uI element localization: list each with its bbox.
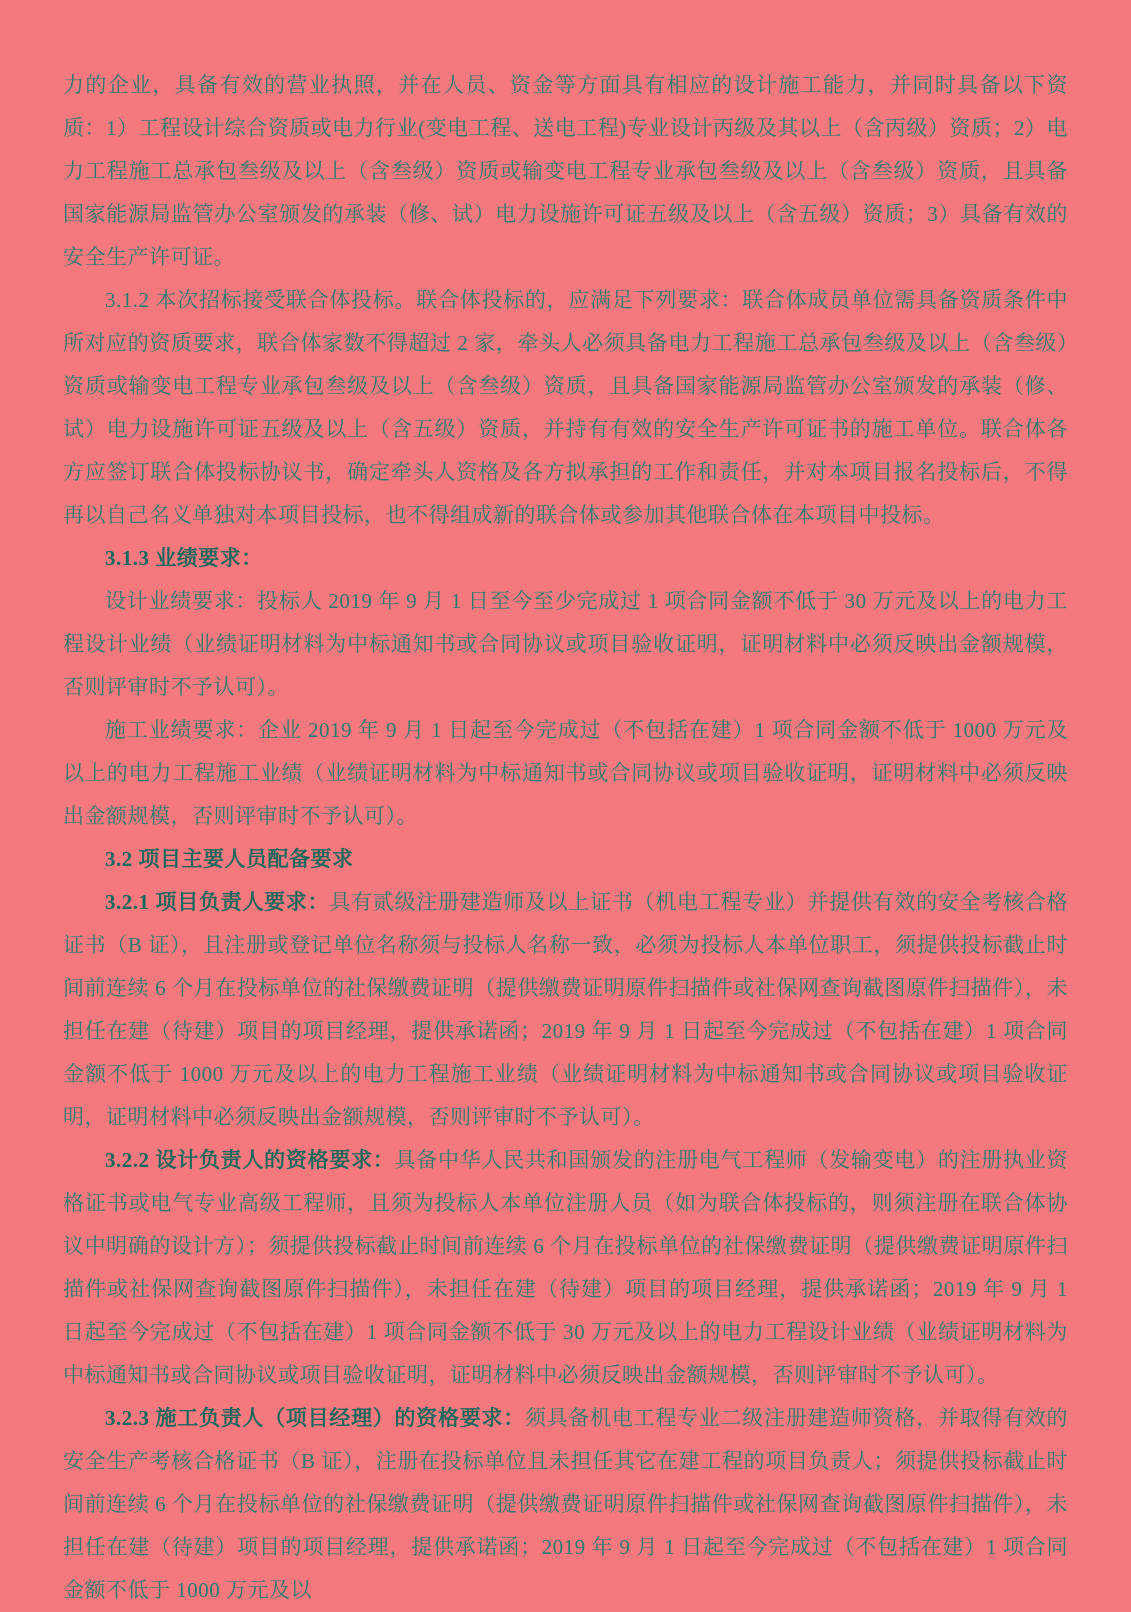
paragraph-text: 具有贰级注册建造师及以上证书（机电工程专业）并提供有效的安全考核合格证书（B 证），且注册或登记单位名称须与投标人名称一致，必须为投标人本单位职工，须提供投标截止时间前连续 6 个月在投标单位的社保缴费证明（提供缴费证明原件扫描件或社保网查询截图原件扫描件），未担任在建（待建）项目的项目经理，提供承诺函；2019 年 9 月 1 日起至今完成过（不包括在建）1 项合同金额不低于 1000 万元及以上的电力工程施工业绩（业绩证明材料为中标通知书或合同协议或项目验收证明，证明材料中必须反映出金额规模，否则评审时不予认可）。 xyxy=(63,890,1069,1129)
paragraph-section-3-2-1 xyxy=(63,881,1068,1139)
paragraph-section-3-2-3 xyxy=(63,1397,1068,1612)
paragraph-design-performance xyxy=(63,580,1068,709)
heading-text: 3.1.3 业绩要求： xyxy=(105,546,263,570)
paragraph-text: 设计业绩要求：投标人 2019 年 9 月 1 日至今至少完成过 1 项合同金额不低于 30 万元及以上的电力工程设计业绩（业绩证明材料为中标通知书或合同协议或项目验收证明，证明材料中必须反映出金额规模，否则评审时不予认可）。 xyxy=(63,589,1068,699)
paragraph-text: 力的企业，具备有效的营业执照，并在人员、资金等方面具有相应的设计施工能力，并同时具备以下资质：1）工程设计综合资质或电力行业(变电工程、送电工程)专业设计丙级及其以上（含丙级）资质；2）电力工程施工总承包叁级及以上（含叁级）资质或输变电工程专业承包叁级及以上（含叁级）资质，且具备国家能源局监管办公室颁发的承装（修、试）电力设施许可证五级及以上（含五级）资质；3）具备有效的安全生产许可证。 xyxy=(63,73,1068,269)
paragraph-section-3-1-2 xyxy=(63,279,1068,537)
paragraph-text: 施工业绩要求：企业 2019 年 9 月 1 日起至今完成过（不包括在建）1 项合同金额不低于 1000 万元及以上的电力工程施工业绩（业绩证明材料为中标通知书或合同协议或项目验收证明，证明材料中必须反映出金额规模，否则评审时不予认可）。 xyxy=(63,718,1068,828)
paragraph-text: 3.1.2 本次招标接受联合体投标。联合体投标的，应满足下列要求：联合体成员单位需具备资质条件中所对应的资质要求，联合体家数不得超过 2 家，牵头人必须具备电力工程施工总承包叁级及以上（含叁级）资质或输变电工程专业承包叁级及以上（含叁级）资质，且具备国家能源局监管办公室颁发的承装（修、试）电力设施许可证五级及以上（含五级）资质，并持有有效的安全生产许可证书的施工单位。联合体各方应签订联合体投标协议书，确定牵头人资格及各方拟承担的工作和责任，并对本项目报名投标后，不得再以自己名义单独对本项目投标，也不得组成新的联合体或参加其他联合体在本项目中投标。 xyxy=(63,288,1068,527)
paragraph-qualification-continuation xyxy=(63,64,1068,279)
paragraph-text: 须具备机电工程专业二级注册建造师资格，并取得有效的安全生产考核合格证书（B 证），注册在投标单位且未担任其它在建工程的项目负责人；须提供投标截止时间前连续 6 个月在投标单位的社保缴费证明（提供缴费证明原件扫描件或社保网查询截图原件扫描件），未担任在建（待建）项目的项目经理，提供承诺函；2019 年 9 月 1 日起至今完成过（不包括在建）1 项合同金额不低于 1000 万元及以 xyxy=(63,1406,1069,1602)
paragraph-section-3-2-2 xyxy=(63,1139,1068,1397)
heading-3-2 xyxy=(63,838,1068,881)
paragraph-lead: 3.2.2 设计负责人的资格要求： xyxy=(105,1148,395,1172)
paragraph-construction-performance xyxy=(63,709,1068,838)
paragraph-lead: 3.2.1 项目负责人要求： xyxy=(105,890,330,914)
heading-3-1-3 xyxy=(63,537,1068,580)
document-text-block xyxy=(63,64,1068,1612)
paragraph-lead: 3.2.3 施工负责人（项目经理）的资格要求： xyxy=(105,1406,525,1430)
paragraph-text: 具备中华人民共和国颁发的注册电气工程师（发输变电）的注册执业资格证书或电气专业高级工程师，且须为投标人本单位注册人员（如为联合体投标的，则须注册在联合体协议中明确的设计方）；须提供投标截止时间前连续 6 个月在投标单位的社保缴费证明（提供缴费证明原件扫描件或社保网查询截图原件扫描件），未担任在建（待建）项目的项目经理，提供承诺函；2019 年 9 月 1 日起至今完成过（不包括在建）1 项合同金额不低于 30 万元及以上的电力工程设计业绩（业绩证明材料为中标通知书或合同协议或项目验收证明，证明材料中必须反映出金额规模，否则评审时不予认可）。 xyxy=(63,1148,1069,1387)
heading-text: 3.2 项目主要人员配备要求 xyxy=(105,847,354,871)
